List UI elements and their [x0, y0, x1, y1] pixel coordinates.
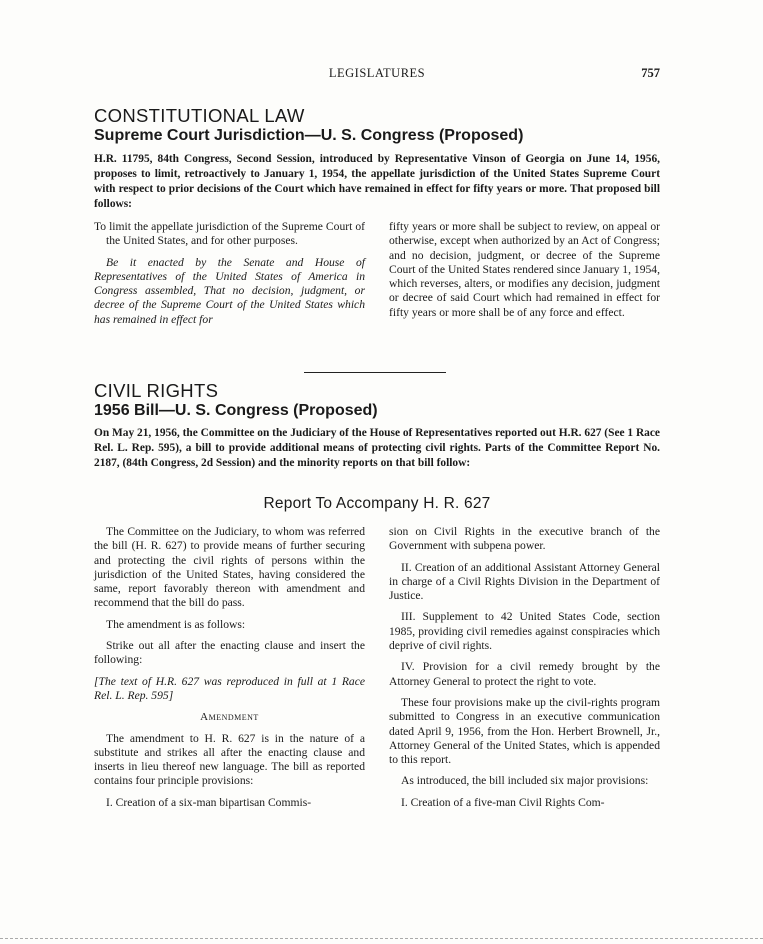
program-paragraph: These four provisions make up the civil-rights program submitted to Congress in an executive communication dated April 9, 1956, from the Hon. Herbert Brownell, Jr., Attorney General of the United States, which is appended to this report.	[389, 695, 660, 767]
original-provision-one: I. Creation of a five-man Civil Rights Com-	[401, 795, 605, 809]
provision-one: I. Creation of a six-man bipartisan Commis-	[106, 795, 312, 809]
enacting-clause: Be it enacted by the Senate and House of Representatives of the United States of America in Congress assembled, That no decision, judgment, or decree of the Supreme Court of the United States which has remained in effect for	[94, 255, 365, 326]
report-heading: Report To Accompany H. R. 627	[263, 495, 491, 512]
constitutional-law-right-column	[389, 220, 660, 320]
amendment-heading: Amendment	[200, 711, 259, 724]
section-subtitle-supreme-court: Supreme Court Jurisdiction—U. S. Congress (Proposed)	[94, 127, 524, 144]
bill-text-continued: fifty years or more shall be subject to review, on appeal or otherwise, except when authorized by an Act of Congress; and no decision, judgment, or decree of the Supreme Court of the United States rendered since January 1, 1954, which reverses, alters, or modifies any decision, judgment or decree of said Court which had remained in effect for fifty years or more shall be of any force and effect.	[389, 220, 660, 319]
constitutional-law-left-column	[94, 220, 365, 327]
amendment-paragraph: The amendment to H. R. 627 is in the nature of a substitute and strikes all after the enacting clause and inserts in lieu thereof new language. The bill as reported contains four principle provisions:	[94, 731, 365, 788]
civil-rights-intro	[94, 426, 660, 471]
provision-three: III. Supplement to 42 United States Code, section 1985, providing civil remedies against conspiracies which deprive of civil rights.	[389, 610, 660, 653]
section-subtitle-1956-bill: 1956 Bill—U. S. Congress (Proposed)	[94, 402, 378, 419]
provision-four: IV. Provision for a civil remedy brought by the Attorney General to protect the right to vote.	[389, 660, 660, 688]
commission-continued: sion on Civil Rights in the executive branch of the Government with subpena power.	[389, 525, 660, 553]
scan-edge	[0, 938, 763, 939]
civil-rights-right-column	[389, 525, 660, 810]
bill-purpose: To limit the appellate jurisdiction of the Supreme Court of the United States, and for other purposes.	[94, 220, 365, 248]
strike-out-paragraph: Strike out all after the enacting clause and insert the following:	[94, 639, 365, 667]
text-reproduced-note: [The text of H.R. 627 was reproduced in full at 1 Race Rel. L. Rep. 595]	[94, 674, 365, 702]
intro-paragraph: H.R. 11795, 84th Congress, Second Session, introduced by Representative Vinson of Georgia on June 14, 1956, proposes to limit, retroactively to January 1, 1954, the appellate jurisdiction of the United States Supreme Court with respect to prior decisions of the Court which have remained in effect for fifty years or more. That proposed bill follows:	[94, 153, 660, 210]
civil-rights-left-column	[94, 525, 365, 810]
section-title-civil-rights: CIVIL RIGHTS	[94, 380, 219, 401]
running-head: LEGISLATURES	[328, 66, 426, 80]
section-divider	[304, 372, 446, 373]
provision-two: II. Creation of an additional Assistant Attorney General in charge of a Civil Rights Division in the Department of Justice.	[389, 560, 660, 603]
section-title-constitutional-law: CONSTITUTIONAL LAW	[94, 105, 305, 126]
committee-paragraph: The Committee on the Judiciary, to whom was referred the bill (H. R. 627) to provide means of further securing and protecting the civil rights of persons within the jurisdiction of the United States, having considered the same, report favorably thereon with amendment and recommend that the bill do pass.	[94, 525, 365, 610]
constitutional-law-intro	[94, 152, 660, 212]
page-header	[94, 66, 660, 84]
introduced-paragraph: As introduced, the bill included six major provisions:	[401, 774, 649, 788]
amendment-intro: The amendment is as follows:	[106, 617, 246, 631]
civil-rights-intro-paragraph: On May 21, 1956, the Committee on the Judiciary of the House of Representatives reported out H.R. 627 (See 1 Race Rel. L. Rep. 595), a bill to provide additional means of protecting civil rights. Parts of the Committee Report No. 2187, (84th Congress, 2d Session) and the minority reports on that bill follow:	[94, 427, 660, 469]
page-number: 757	[641, 66, 660, 80]
